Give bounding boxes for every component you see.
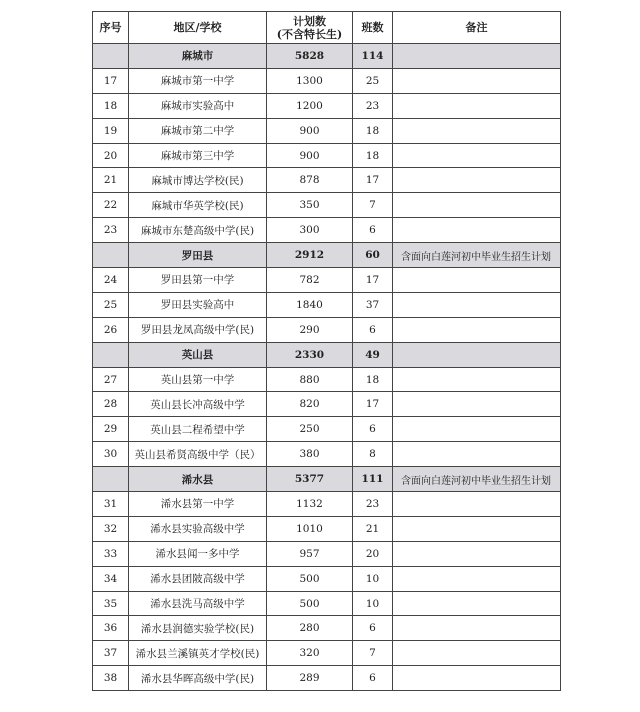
table-row xyxy=(93,193,561,218)
cell-name: 麻城市 xyxy=(129,44,267,69)
cell-plan: 380 xyxy=(267,442,353,467)
cell-note xyxy=(393,417,561,442)
cell-name: 麻城市华英学校(民) xyxy=(129,193,267,218)
cell-note xyxy=(393,68,561,93)
cell-plan: 900 xyxy=(267,118,353,143)
cell-plan: 289 xyxy=(267,666,353,691)
cell-plan: 2912 xyxy=(267,243,353,268)
header-classes: 班数 xyxy=(353,12,393,44)
cell-classes: 114 xyxy=(353,44,393,69)
cell-name: 麻城市第一中学 xyxy=(129,68,267,93)
cell-name: 浠水县兰溪镇英才学校(民) xyxy=(129,641,267,666)
cell-name: 罗田县龙凤高级中学(民) xyxy=(129,317,267,342)
cell-name: 浠水县华晖高级中学(民) xyxy=(129,666,267,691)
cell-name: 浠水县实验高级中学 xyxy=(129,516,267,541)
table-row-region xyxy=(93,44,561,69)
cell-name: 浠水县 xyxy=(129,467,267,492)
cell-plan: 500 xyxy=(267,591,353,616)
cell-classes: 37 xyxy=(353,292,393,317)
cell-index: 29 xyxy=(93,417,129,442)
table-row xyxy=(93,168,561,193)
cell-index: 17 xyxy=(93,68,129,93)
cell-note xyxy=(393,492,561,517)
cell-plan: 290 xyxy=(267,317,353,342)
cell-index xyxy=(93,44,129,69)
cell-classes: 8 xyxy=(353,442,393,467)
table-row-region xyxy=(93,243,561,268)
cell-plan: 1010 xyxy=(267,516,353,541)
cell-note xyxy=(393,44,561,69)
cell-note xyxy=(393,392,561,417)
cell-plan: 1132 xyxy=(267,492,353,517)
cell-name: 浠水县润德实验学校(民) xyxy=(129,616,267,641)
cell-name: 罗田县第一中学 xyxy=(129,268,267,293)
table-row xyxy=(93,666,561,691)
table-row xyxy=(93,268,561,293)
table-row xyxy=(93,417,561,442)
table-row xyxy=(93,367,561,392)
cell-note xyxy=(393,317,561,342)
table-row xyxy=(93,492,561,517)
cell-plan: 1840 xyxy=(267,292,353,317)
cell-classes: 7 xyxy=(353,641,393,666)
table-row xyxy=(93,616,561,641)
table-row xyxy=(93,392,561,417)
cell-note xyxy=(393,541,561,566)
cell-name: 麻城市东楚高级中学(民) xyxy=(129,218,267,243)
cell-note xyxy=(393,268,561,293)
cell-name: 英山县长冲高级中学 xyxy=(129,392,267,417)
cell-index: 32 xyxy=(93,516,129,541)
enrollment-plan-table xyxy=(92,11,561,691)
cell-index: 24 xyxy=(93,268,129,293)
cell-plan: 500 xyxy=(267,566,353,591)
cell-plan: 782 xyxy=(267,268,353,293)
cell-index: 21 xyxy=(93,168,129,193)
cell-index: 25 xyxy=(93,292,129,317)
cell-classes: 18 xyxy=(353,143,393,168)
table-row xyxy=(93,591,561,616)
table-row-region xyxy=(93,467,561,492)
table-row xyxy=(93,292,561,317)
cell-classes: 17 xyxy=(353,168,393,193)
cell-index: 20 xyxy=(93,143,129,168)
cell-index: 30 xyxy=(93,442,129,467)
cell-note xyxy=(393,118,561,143)
cell-plan: 1200 xyxy=(267,93,353,118)
cell-name: 麻城市第二中学 xyxy=(129,118,267,143)
cell-index xyxy=(93,342,129,367)
cell-classes: 60 xyxy=(353,243,393,268)
header-plan-line2: (不含特长生) xyxy=(276,27,343,41)
cell-plan: 820 xyxy=(267,392,353,417)
cell-plan: 320 xyxy=(267,641,353,666)
cell-name: 罗田县 xyxy=(129,243,267,268)
table-row xyxy=(93,541,561,566)
cell-plan: 350 xyxy=(267,193,353,218)
table-row xyxy=(93,641,561,666)
cell-note xyxy=(393,641,561,666)
cell-index: 38 xyxy=(93,666,129,691)
cell-name: 浠水县闻一多中学 xyxy=(129,541,267,566)
cell-index: 19 xyxy=(93,118,129,143)
cell-note xyxy=(393,342,561,367)
cell-note xyxy=(393,193,561,218)
cell-name: 麻城市第三中学 xyxy=(129,143,267,168)
cell-name: 浠水县第一中学 xyxy=(129,492,267,517)
cell-classes: 10 xyxy=(353,591,393,616)
cell-name: 英山县希贤高级中学（民） xyxy=(129,442,267,467)
cell-classes: 7 xyxy=(353,193,393,218)
header-index: 序号 xyxy=(93,12,129,44)
cell-classes: 6 xyxy=(353,417,393,442)
cell-classes: 23 xyxy=(353,492,393,517)
table-row xyxy=(93,118,561,143)
cell-plan: 1300 xyxy=(267,68,353,93)
cell-note xyxy=(393,442,561,467)
cell-note: 含面向白莲河初中毕业生招生计划 xyxy=(393,243,561,268)
cell-classes: 17 xyxy=(353,392,393,417)
cell-plan: 250 xyxy=(267,417,353,442)
table-row-region xyxy=(93,342,561,367)
cell-note xyxy=(393,367,561,392)
cell-classes: 6 xyxy=(353,218,393,243)
cell-note xyxy=(393,218,561,243)
header-plan xyxy=(267,12,353,44)
cell-index: 34 xyxy=(93,566,129,591)
cell-index: 31 xyxy=(93,492,129,517)
table-row xyxy=(93,516,561,541)
cell-name: 麻城市博达学校(民) xyxy=(129,168,267,193)
cell-plan: 300 xyxy=(267,218,353,243)
cell-classes: 21 xyxy=(353,516,393,541)
cell-plan: 5828 xyxy=(267,44,353,69)
cell-index: 36 xyxy=(93,616,129,641)
table-row xyxy=(93,442,561,467)
table-header-row xyxy=(93,12,561,44)
cell-note xyxy=(393,143,561,168)
cell-name: 罗田县实验高中 xyxy=(129,292,267,317)
cell-name: 英山县二程希望中学 xyxy=(129,417,267,442)
cell-classes: 6 xyxy=(353,616,393,641)
cell-note xyxy=(393,591,561,616)
cell-plan: 880 xyxy=(267,367,353,392)
cell-name: 英山县第一中学 xyxy=(129,367,267,392)
cell-name: 麻城市实验高中 xyxy=(129,93,267,118)
cell-classes: 111 xyxy=(353,467,393,492)
cell-plan: 878 xyxy=(267,168,353,193)
cell-note xyxy=(393,566,561,591)
cell-note xyxy=(393,666,561,691)
cell-plan: 280 xyxy=(267,616,353,641)
cell-index: 23 xyxy=(93,218,129,243)
cell-classes: 49 xyxy=(353,342,393,367)
cell-name: 浠水县洗马高级中学 xyxy=(129,591,267,616)
cell-index: 26 xyxy=(93,317,129,342)
cell-classes: 17 xyxy=(353,268,393,293)
cell-classes: 6 xyxy=(353,317,393,342)
table-row xyxy=(93,218,561,243)
cell-index: 18 xyxy=(93,93,129,118)
cell-classes: 10 xyxy=(353,566,393,591)
table-row xyxy=(93,317,561,342)
cell-index: 27 xyxy=(93,367,129,392)
cell-plan: 2330 xyxy=(267,342,353,367)
cell-index xyxy=(93,243,129,268)
cell-classes: 20 xyxy=(353,541,393,566)
cell-note xyxy=(393,516,561,541)
cell-name: 英山县 xyxy=(129,342,267,367)
cell-classes: 18 xyxy=(353,367,393,392)
cell-note: 含面向白莲河初中毕业生招生计划 xyxy=(393,467,561,492)
cell-name: 浠水县团陂高级中学 xyxy=(129,566,267,591)
cell-classes: 23 xyxy=(353,93,393,118)
cell-index: 37 xyxy=(93,641,129,666)
cell-note xyxy=(393,616,561,641)
cell-classes: 25 xyxy=(353,68,393,93)
cell-index: 35 xyxy=(93,591,129,616)
header-plan-line1: 计划数 xyxy=(293,14,326,28)
cell-index: 22 xyxy=(93,193,129,218)
cell-index: 28 xyxy=(93,392,129,417)
table-row xyxy=(93,68,561,93)
cell-index: 33 xyxy=(93,541,129,566)
header-name: 地区/学校 xyxy=(129,12,267,44)
cell-classes: 6 xyxy=(353,666,393,691)
cell-plan: 957 xyxy=(267,541,353,566)
table-row xyxy=(93,143,561,168)
table-body xyxy=(93,44,561,691)
cell-note xyxy=(393,93,561,118)
cell-index xyxy=(93,467,129,492)
cell-classes: 18 xyxy=(353,118,393,143)
table-row xyxy=(93,93,561,118)
table-row xyxy=(93,566,561,591)
cell-plan: 900 xyxy=(267,143,353,168)
cell-note xyxy=(393,292,561,317)
cell-note xyxy=(393,168,561,193)
header-remarks: 备注 xyxy=(393,12,561,44)
cell-plan: 5377 xyxy=(267,467,353,492)
